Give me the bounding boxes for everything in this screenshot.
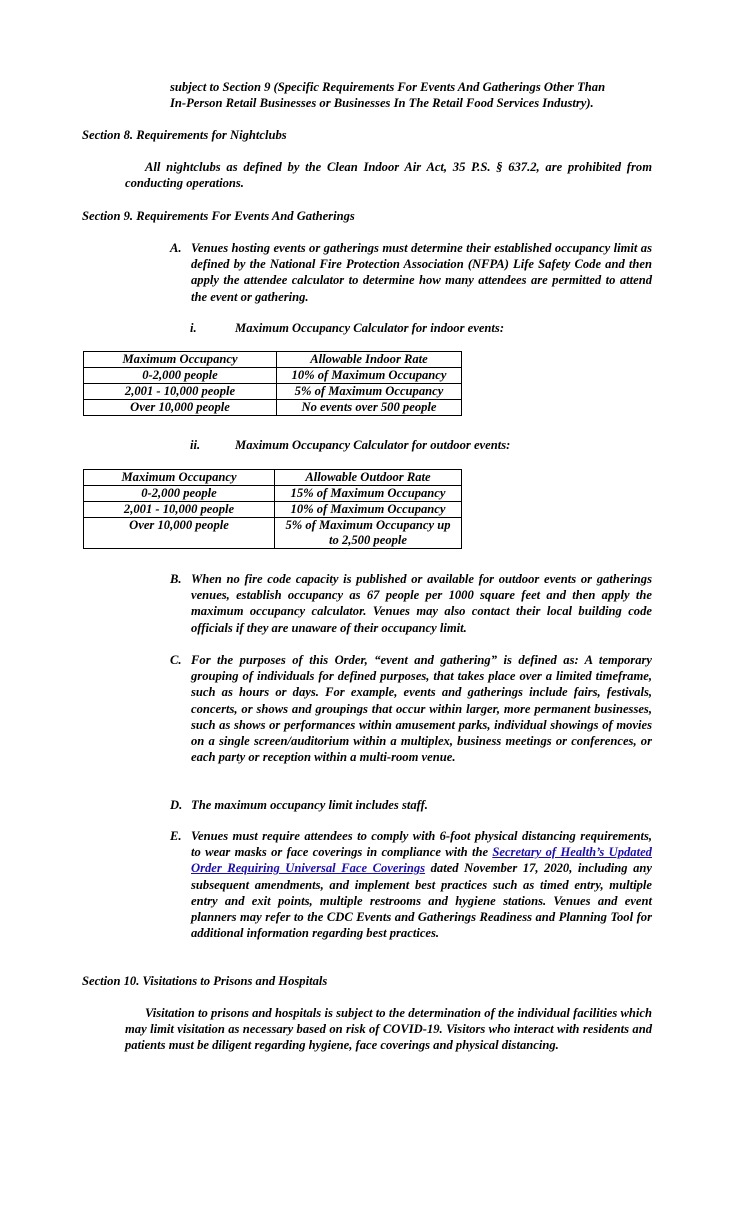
intro-line-1: subject to Section 9 (Specific Requirements For Events And Gatherings Other Than (170, 80, 606, 94)
item-c-text: For the purposes of this Order, “event and gathering” is defined as: A temporary grouping of individuals for defined purposes, that takes place over a limited timeframe, such as hours or days. For example, events and gatherings include fairs, festivals, concerts, or shows and groupings that occur within larger, more permanent businesses, such as shows or performances within amusement parks, individual showings of movies on a single screen/auditorium within a multiplex, business meetings or conferences, or each party or reception within a multi-room venue. (191, 653, 652, 765)
section-9-heading: Section 9. Requirements For Events And Gatherings (82, 209, 355, 223)
table-row (84, 384, 462, 400)
outdoor-calculator-number: ii. (190, 438, 201, 452)
table-header-cell: Maximum Occupancy (84, 470, 275, 486)
table-cell: 15% of Maximum Occupancy (275, 486, 462, 502)
section-8-body: All nightclubs as defined by the Clean Indoor Air Act, 35 P.S. § 637.2, are prohibited from conducting operations. (125, 160, 652, 191)
intro-paragraph (170, 79, 660, 111)
item-e-text (191, 828, 652, 941)
item-a-text: Venues hosting events or gatherings must determine their established occupancy limit as defined by the National Fire Protection Association (NFPA) Life Safety Code and then apply the attendee calculator to determine how many attendees are permitted to attend the event or gathering. (191, 241, 652, 304)
table-row (84, 518, 462, 549)
outdoor-calculator-title: Maximum Occupancy Calculator for outdoor events: (235, 438, 511, 452)
table-header-cell: Maximum Occupancy (84, 352, 277, 368)
table-cell: Over 10,000 people (84, 400, 277, 416)
intro-line-2: In-Person Retail Businesses or Businesses In The Retail Food Services Industry). (170, 96, 594, 111)
table-cell: 5% of Maximum Occupancy (277, 384, 462, 400)
table-header-cell: Allowable Outdoor Rate (275, 470, 462, 486)
item-c-label: C. (170, 653, 182, 667)
table-row (84, 368, 462, 384)
item-a-label: A. (170, 241, 182, 255)
table-header-row (84, 352, 462, 368)
item-e-text-after: dated November 17, 2020, including any subsequent amendments, and implement best practices such as timed entry, multiple entry and exit points, multiple restrooms and hygiene stations. Venues and event planners may refer to the CDC Events and Gatherings Readiness and Planning Tool for additional information regarding best practices. (191, 861, 652, 941)
item-b-text: When no fire code capacity is published or available for outdoor events or gatherings venues, establish occupancy as 67 people per 1000 square feet and then apply the maximum occupancy calculator. Venues may also contact their local building code officials if they are unaware of their occupancy limit. (191, 572, 652, 635)
item-e-text-before: Venues must require attendees to comply with 6-foot physical distancing requirements, to wear masks or face coverings in compliance with the (191, 829, 652, 860)
table-cell: 10% of Maximum Occupancy (277, 368, 462, 384)
table-cell: 2,001 - 10,000 people (84, 384, 277, 400)
outdoor-occupancy-table (83, 469, 462, 549)
item-b-label: B. (170, 572, 182, 586)
table-row (84, 486, 462, 502)
table-row (84, 502, 462, 518)
table-header-row (84, 470, 462, 486)
indoor-calculator-title: Maximum Occupancy Calculator for indoor events: (235, 321, 505, 335)
item-d-label: D. (170, 798, 183, 812)
table-cell: 2,001 - 10,000 people (84, 502, 275, 518)
item-e-label: E. (170, 829, 182, 843)
section-10-body: Visitation to prisons and hospitals is subject to the determination of the individual facilities which may limit visitation as necessary based on risk of COVID-19. Visitors who interact with residents and patients must be diligent regarding hygiene, face coverings and physical distancing. (125, 1006, 652, 1053)
table-cell: 10% of Maximum Occupancy (275, 502, 462, 518)
section-8-heading: Section 8. Requirements for Nightclubs (82, 128, 287, 142)
item-d-text: The maximum occupancy limit includes staff. (191, 798, 428, 812)
table-cell: Over 10,000 people (84, 518, 275, 549)
indoor-occupancy-table (83, 351, 462, 416)
table-cell: 0-2,000 people (84, 368, 277, 384)
table-cell: No events over 500 people (277, 400, 462, 416)
table-header-cell: Allowable Indoor Rate (277, 352, 462, 368)
section-10-heading: Section 10. Visitations to Prisons and Hospitals (82, 974, 328, 988)
indoor-calculator-number: i. (190, 321, 197, 335)
face-coverings-order-link[interactable]: Secretary of Health’s Updated Order Requiring Universal Face Coverings (191, 845, 652, 876)
table-cell: 0-2,000 people (84, 486, 275, 502)
table-row (84, 400, 462, 416)
table-cell: 5% of Maximum Occupancy up to 2,500 people (275, 518, 462, 549)
